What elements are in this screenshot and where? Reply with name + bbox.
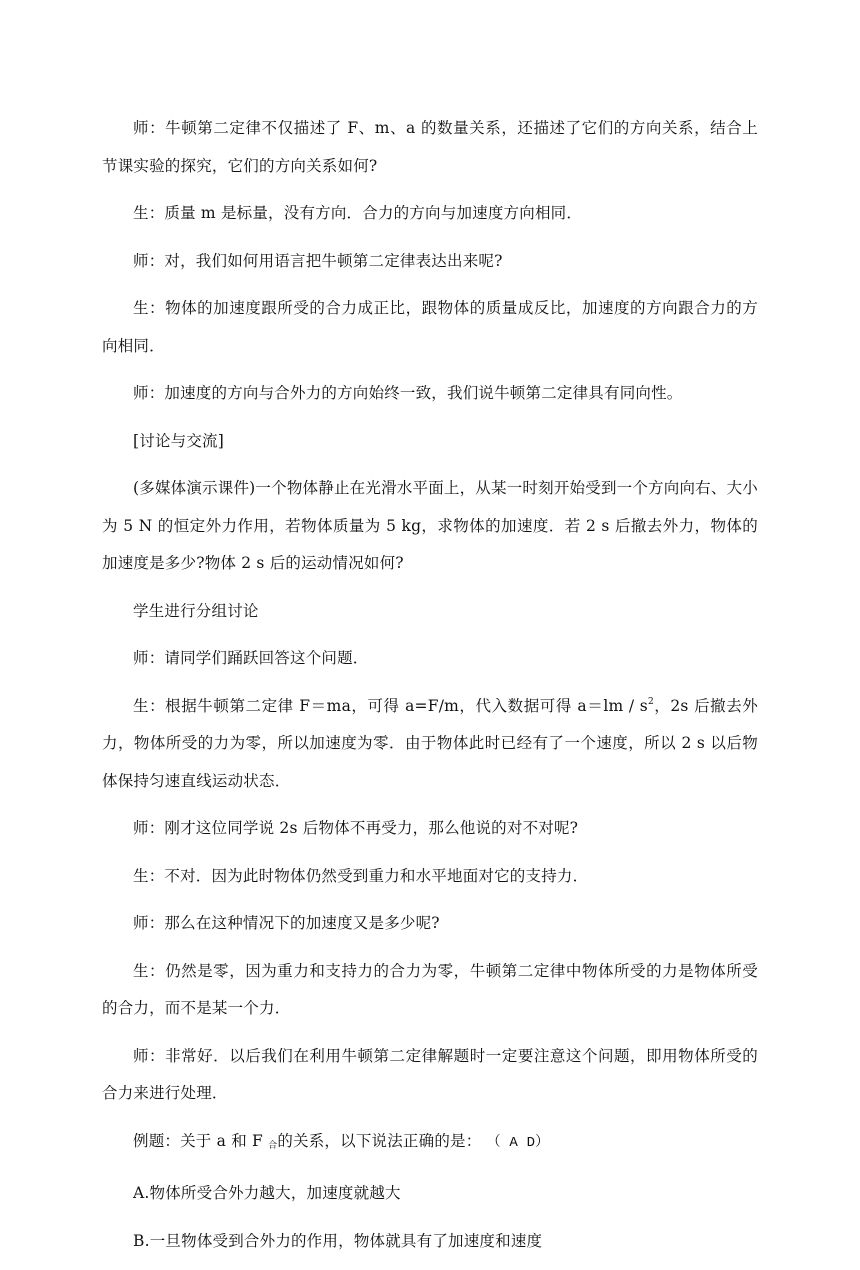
paragraph-student-reply: 生：不对．因为此时物体仍然受到重力和水平地面对它的支持力． xyxy=(133,866,589,885)
paragraph-3: 师：对，我们如何用语言把牛顿第二定律表达出来呢? xyxy=(133,251,503,270)
example-answer: （ A D） xyxy=(486,1134,550,1151)
paragraph-problem: (多媒体演示课件)一个物体静止在光滑水平面上，从某一时刻开始受到一个方向向右、大小为 5 N 的恒定外力作用，若物体质量为 5 kg，求物体的加速度．若 2 s 后撤去外力，物体的加速度是多少?物体 2 s 后的运动情况如何? xyxy=(102,479,758,572)
paragraph-4: 生：物体的加速度跟所受的合力成正比，跟物体的质量成反比，加速度的方向跟合力的方向相同． xyxy=(102,299,758,355)
paragraph-2: 生：质量 m 是标量，没有方向．合力的方向与加速度方向相同． xyxy=(133,204,583,222)
option-a: A.物体所受合外力越大，加速度就越大 xyxy=(133,1184,401,1202)
answer-text-part1: 生：根据牛顿第二定律 F＝ma，可得 a=F/m，代入数据可得 a＝lm / s xyxy=(133,696,648,715)
answer-text-part2: ，2s 后撤去外力，物体所受的力为零，所以加速度为零．由于物体此时已经有了一个速度，所以 2 s 以后物体保持匀速直线运动状态． xyxy=(102,696,759,790)
paragraph-group-discussion: 学生进行分组讨论 xyxy=(133,601,259,620)
paragraph-1: 师：牛顿第二定律不仅描述了 F、m、a 的数量关系，还描述了它们的方向关系，结合上节课实验的探究，它们的方向关系如何? xyxy=(102,119,758,175)
paragraph-teacher-prompt: 师：请同学们踊跃回答这个问题． xyxy=(133,649,369,667)
paragraph-student-conclusion: 生：仍然是零，因为重力和支持力的合力为零，牛顿第二定律中物体所受的力是物体所受的合力，而不是某一个力． xyxy=(102,961,758,1017)
paragraph-teacher-question: 师：刚才这位同学说 2s 后物体不再受力，那么他说的对不对呢? xyxy=(133,819,579,837)
example-question xyxy=(102,1123,758,1166)
paragraph-teacher-summary: 师：非常好．以后我们在利用牛顿第二定律解题时一定要注意这个问题，即用物体所受的合力来进行处理． xyxy=(102,1046,758,1102)
document-body xyxy=(102,110,758,1270)
subscript-he: 合 xyxy=(268,1140,278,1151)
example-text-part1: 例题：关于 a 和 F xyxy=(133,1131,269,1150)
example-text-part2: 的关系，以下说法正确的是： xyxy=(277,1131,482,1150)
paragraph-5: 师：加速度的方向与合外力的方向始终一致，我们说牛顿第二定律具有同向性。 xyxy=(133,384,683,402)
superscript-2: 2 xyxy=(647,696,654,707)
section-heading-discussion: [讨论与交流] xyxy=(133,431,224,450)
paragraph-student-answer xyxy=(102,688,758,801)
paragraph-teacher-followup: 师：那么在这种情况下的加速度又是多少呢? xyxy=(133,914,440,932)
option-b: B.一旦物体受到合外力的作用，物体就具有了加速度和速度 xyxy=(133,1231,543,1250)
